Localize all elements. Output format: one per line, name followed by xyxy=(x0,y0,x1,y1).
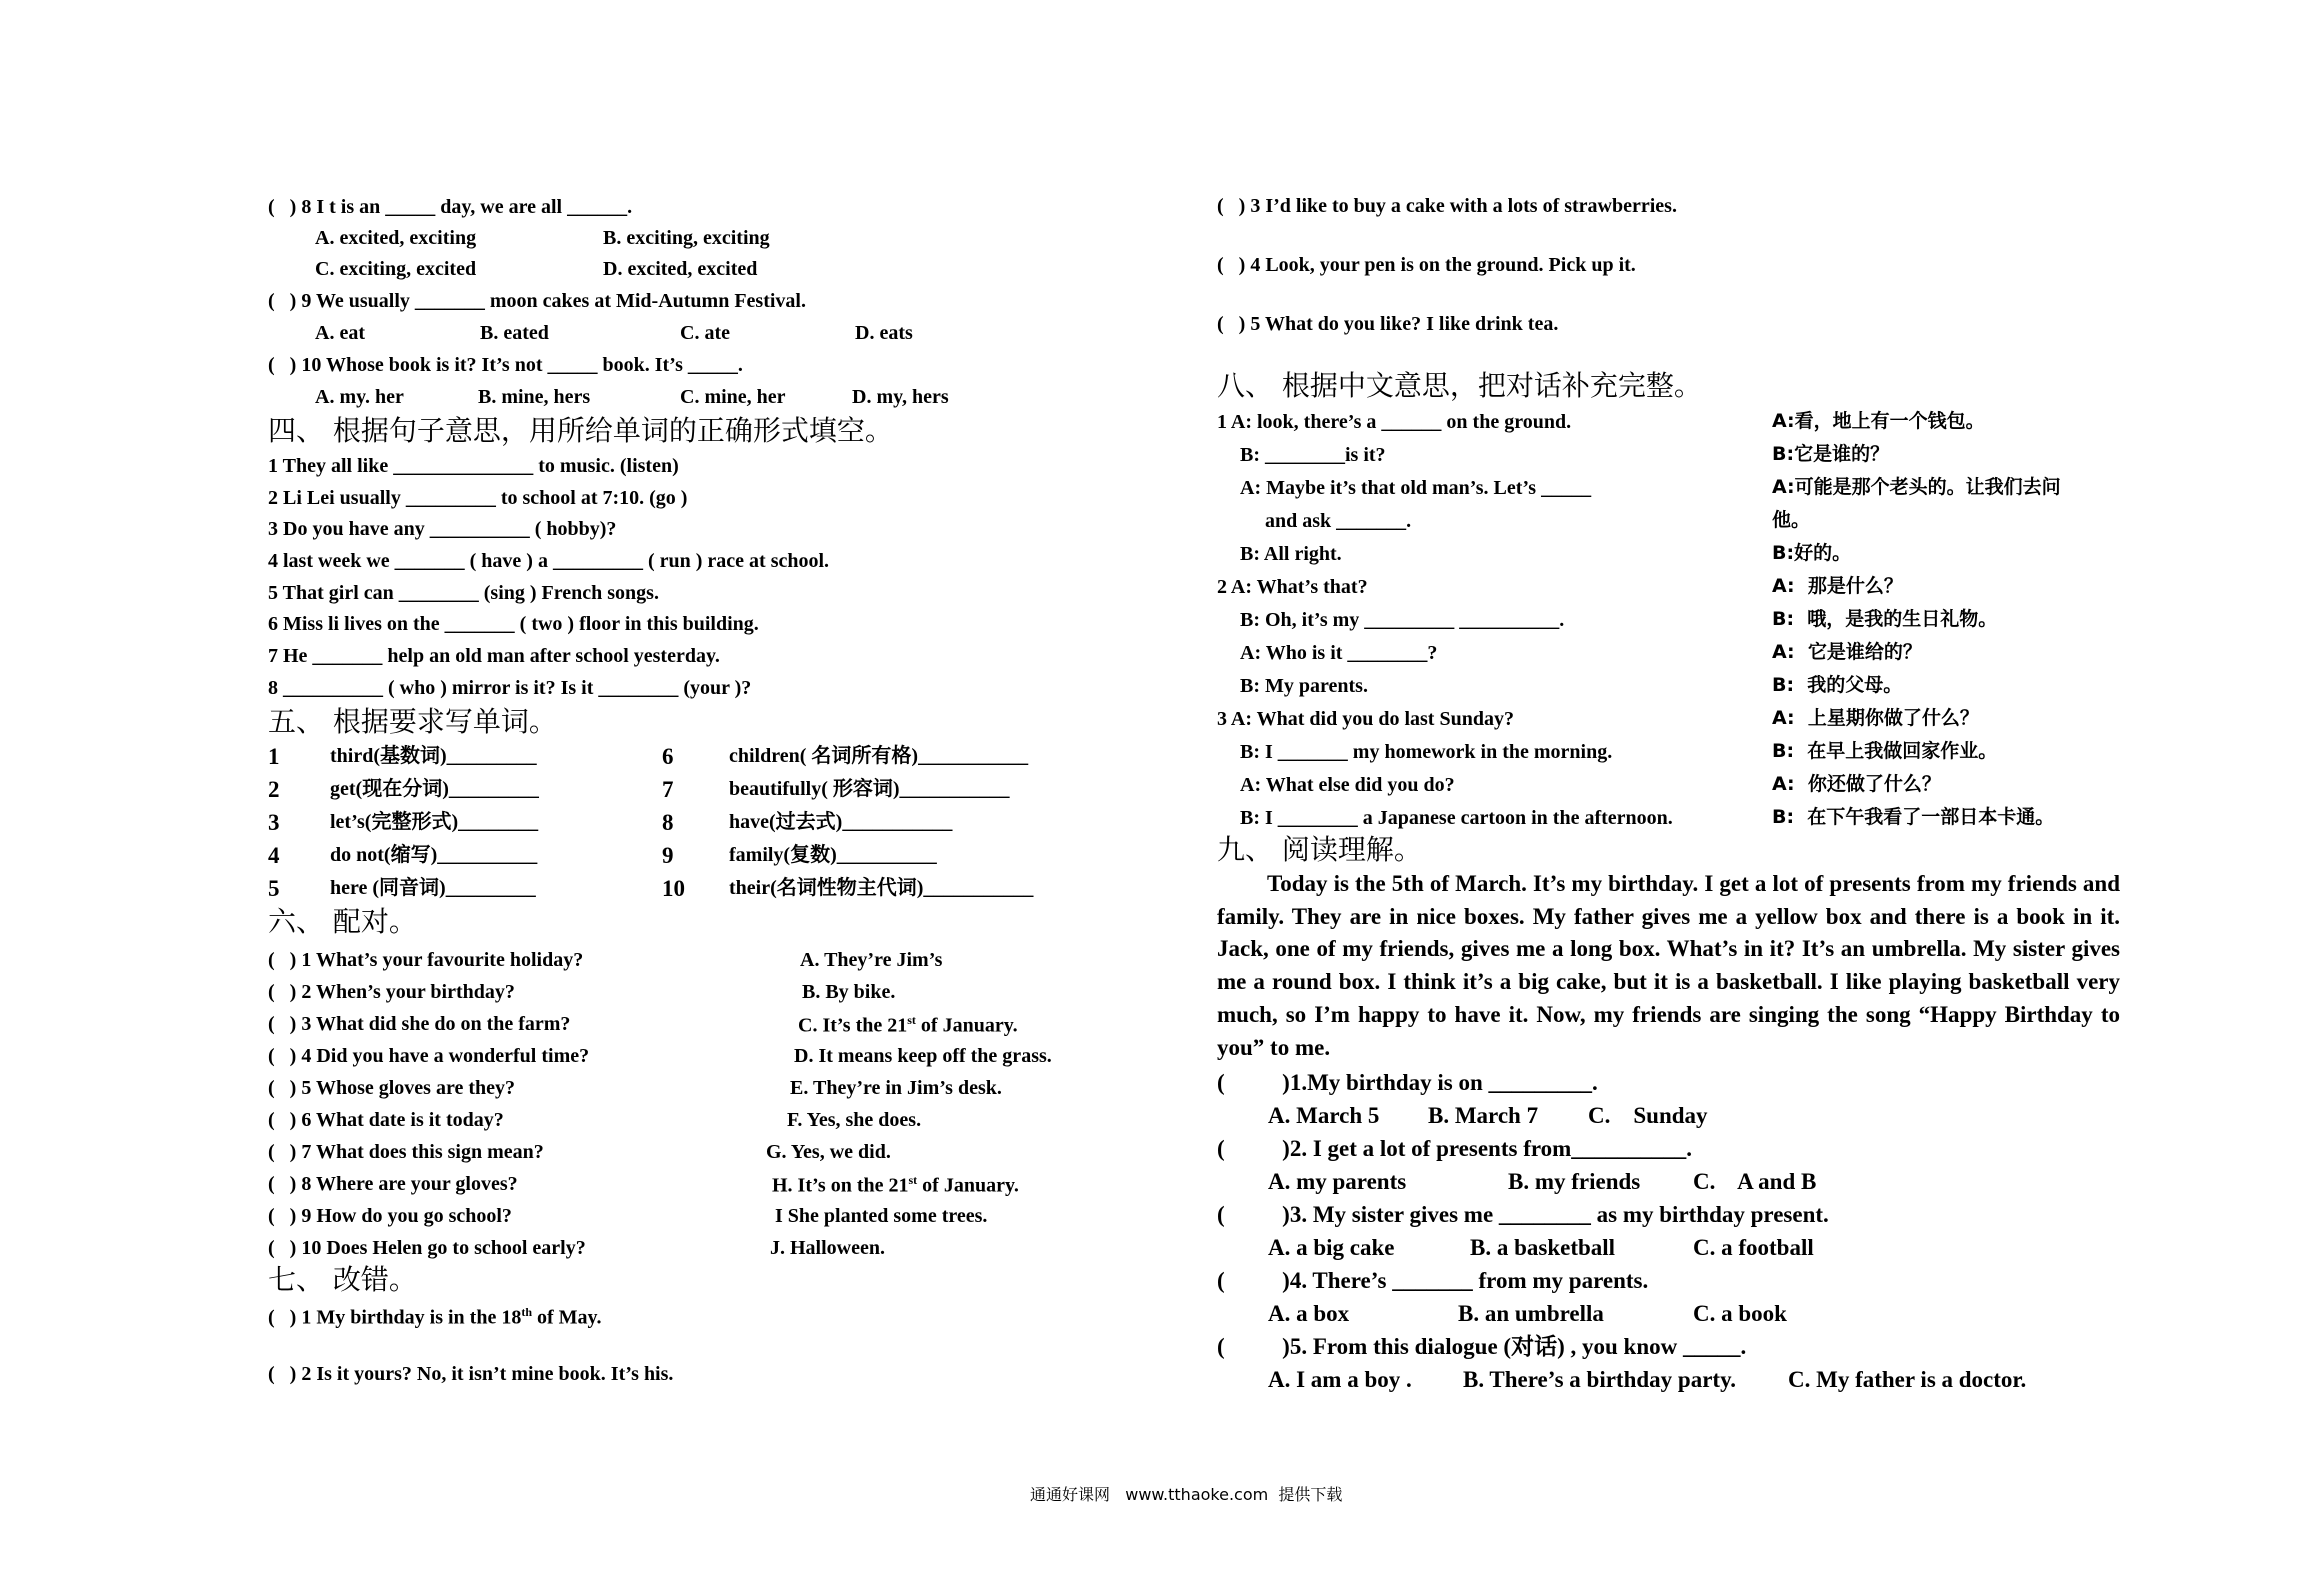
s6-a-B: B. By bike. xyxy=(802,981,896,1003)
s6-q-10: ( ) 10 Does Helen go to school early? xyxy=(268,1237,586,1259)
section-8-title: 八、 根据中文意思，把对话补充完整。 xyxy=(1217,369,1702,402)
s8-cn-12: A: 你还做了什么？ xyxy=(1772,773,1941,795)
q8-option-c: C. exciting, excited xyxy=(315,258,477,280)
s8-en-9: B: My parents. xyxy=(1240,675,1368,697)
s6-q-1: ( ) 1 What’s your favourite holiday? xyxy=(268,949,584,971)
s8-cn-7: B: 哦，是我的生日礼物。 xyxy=(1772,608,1998,630)
q10-option-b: B. mine, hers xyxy=(478,386,591,408)
s5-num-4: 4 xyxy=(268,843,280,868)
q10-option-a: A. my. her xyxy=(315,386,404,408)
s6-a-C: C. It’s the 21st of January. xyxy=(798,1013,1018,1037)
reading-q4: ( )4. There’s _______ from my parents. xyxy=(1217,1268,1649,1293)
s6-q-3: ( ) 3 What did she do on the farm? xyxy=(268,1013,571,1035)
s5-num-7: 7 xyxy=(662,777,674,802)
s6-a-H: H. It’s on the 21st of January. xyxy=(772,1173,1019,1197)
s5-item-2: get(现在分词)_________ xyxy=(330,778,539,800)
q9-option-d: D. eats xyxy=(855,322,913,344)
s7-item-1: ( ) 1 My birthday is in the 18th of May. xyxy=(268,1305,602,1329)
reading-q1-b: B. March 7 xyxy=(1428,1103,1539,1128)
section-6-title: 六、 配对。 xyxy=(268,905,417,938)
s8-cn-9: B: 我的父母。 xyxy=(1772,674,1903,696)
q10-option-d: D. my, hers xyxy=(852,386,949,408)
s7-item-3: ( ) 3 I’d like to buy a cake with a lots of strawberries. xyxy=(1217,195,1677,217)
s8-cn-5: B:好的。 xyxy=(1772,542,1852,564)
s6-a-D: D. It means keep off the grass. xyxy=(794,1045,1052,1067)
s6-q-8: ( ) 8 Where are your gloves? xyxy=(268,1173,518,1195)
s5-num-9: 9 xyxy=(662,843,674,868)
q8-option-a: A. excited, exciting xyxy=(315,227,477,249)
reading-q2-b: B. my friends xyxy=(1508,1169,1641,1194)
s6-q-2: ( ) 2 When’s your birthday? xyxy=(268,981,515,1003)
s8-cn-13: B: 在下午我看了一部日本卡通。 xyxy=(1772,806,2055,828)
s8-en-8: A: Who is it ________? xyxy=(1240,642,1438,664)
s6-a-I: I She planted some trees. xyxy=(775,1205,988,1227)
s7-item-4: ( ) 4 Look, your pen is on the ground. Pick up it. xyxy=(1217,254,1636,276)
s6-q-6: ( ) 6 What date is it today? xyxy=(268,1109,504,1131)
reading-q3-c: C. a football xyxy=(1693,1235,1814,1260)
reading-q1: ( )1.My birthday is on _________. xyxy=(1217,1070,1598,1095)
s6-q-4: ( ) 4 Did you have a wonderful time? xyxy=(268,1045,590,1067)
s8-en-13: B: I ________ a Japanese cartoon in the afternoon. xyxy=(1240,807,1673,829)
reading-q1-a: A. March 5 xyxy=(1268,1103,1380,1128)
s8-en-12: A: What else did you do? xyxy=(1240,774,1455,796)
s5-item-7: beautifully( 形容词)___________ xyxy=(729,778,1010,800)
s6-a-A: A. They’re Jim’s xyxy=(800,949,943,971)
s8-cn-11: B: 在早上我做回家作业。 xyxy=(1772,740,1998,762)
reading-q3-b: B. a basketball xyxy=(1470,1235,1616,1260)
s8-en-7: B: Oh, it’s my _________ __________. xyxy=(1240,609,1565,631)
s5-num-2: 2 xyxy=(268,777,280,802)
s5-item-3: let’s(完整形式)________ xyxy=(330,811,539,833)
reading-q3-a: A. a big cake xyxy=(1268,1235,1395,1260)
s8-en-5: B: All right. xyxy=(1240,543,1342,565)
s5-item-10: their(名词性物主代词)___________ xyxy=(729,877,1034,899)
s6-a-J: J. Halloween. xyxy=(770,1237,885,1259)
s5-item-5: here (同音词)_________ xyxy=(330,877,536,899)
reading-q1-c: C. Sunday xyxy=(1588,1103,1708,1128)
s8-cn-6: A: 那是什么？ xyxy=(1772,575,1903,597)
page-footer: 通通好课网 www.tthaoke.com 提供下载 xyxy=(1030,1485,1343,1504)
s4-item-2: 2 Li Lei usually _________ to school at 7:10. (go ) xyxy=(268,487,688,509)
reading-q4-c: C. a book xyxy=(1693,1301,1787,1326)
reading-q2: ( )2. I get a lot of presents from__________. xyxy=(1217,1136,1693,1161)
s4-item-4: 4 last week we _______ ( have ) a _________ ( run ) race at school. xyxy=(268,550,830,572)
s8-en-1: 1 A: look, there’s a ______ on the ground. xyxy=(1217,411,1572,433)
reading-q2-c: C. A and B xyxy=(1693,1169,1817,1194)
q10: ( ) 10 Whose book is it? It’s not _____ book. It’s _____. xyxy=(268,354,743,376)
s8-cn-2: B:它是谁的？ xyxy=(1772,443,1890,465)
reading-passage: Today is the 5th of March. It’s my birthday. I get a lot of presents from my friends and family. They are in nice boxes. My father gives me a yellow box and there is a book in it. Jack, one of my friends, gives me a long box. What’s in it? It’s an umbrella. My sister gives me a round box. I think it’s a big cake, but it is a basketball. I like playing basketball very much, so I’m happy to have it. Now, my friends are singing the song “Happy Birthday to you” to me. xyxy=(1217,871,2120,1060)
reading-q4-a: A. a box xyxy=(1268,1301,1350,1326)
s8-en-4: and ask _______. xyxy=(1265,510,1412,532)
s5-item-4: do not(缩写)__________ xyxy=(330,844,538,866)
s8-cn-8: A: 它是谁给的？ xyxy=(1772,641,1922,663)
s6-q-7: ( ) 7 What does this sign mean? xyxy=(268,1141,544,1163)
s8-en-10: 3 A: What did you do last Sunday? xyxy=(1217,708,1514,730)
q9-option-a: A. eat xyxy=(315,322,365,344)
s8-cn-3: A:可能是那个老头的。让我们去问 xyxy=(1772,476,2061,498)
s4-item-1: 1 They all like ______________ to music. (listen) xyxy=(268,455,679,477)
section-9-title: 九、 阅读理解。 xyxy=(1217,833,1422,866)
reading-q2-a: A. my parents xyxy=(1268,1169,1407,1194)
s7-item-5: ( ) 5 What do you like? I like drink tea. xyxy=(1217,313,1559,335)
s5-item-9: family(复数)__________ xyxy=(729,844,937,866)
s4-item-6: 6 Miss li lives on the _______ ( two ) floor in this building. xyxy=(268,613,759,635)
q10-option-c: C. mine, her xyxy=(680,386,786,408)
section-4-title: 四、 根据句子意思，用所给单词的正确形式填空。 xyxy=(268,414,893,447)
s8-en-2: B: ________is it? xyxy=(1240,444,1386,466)
s5-item-8: have(过去式)___________ xyxy=(729,811,953,833)
s5-item-1: third(基数词)_________ xyxy=(330,745,537,767)
q8-option-d: D. excited, excited xyxy=(603,258,758,280)
s8-en-6: 2 A: What’s that? xyxy=(1217,576,1368,598)
q8-option-b: B. exciting, exciting xyxy=(603,227,770,249)
s8-cn-4: 他。 xyxy=(1772,509,1811,531)
s6-a-G: G. Yes, we did. xyxy=(766,1141,891,1163)
q9-option-b: B. eated xyxy=(480,322,549,344)
s6-q-5: ( ) 5 Whose gloves are they? xyxy=(268,1077,516,1099)
s6-a-F: F. Yes, she does. xyxy=(787,1109,922,1131)
s5-num-5: 5 xyxy=(268,876,280,901)
s4-item-3: 3 Do you have any __________ ( hobby)? xyxy=(268,518,617,540)
s6-a-E: E. They’re in Jim’s desk. xyxy=(790,1077,1002,1099)
s4-item-5: 5 That girl can ________ (sing ) French songs. xyxy=(268,582,659,604)
s5-num-6: 6 xyxy=(662,744,674,769)
reading-q4-b: B. an umbrella xyxy=(1458,1301,1604,1326)
q8: ( ) 8 I t is an _____ day, we are all ______. xyxy=(268,196,633,218)
s8-en-11: B: I _______ my homework in the morning. xyxy=(1240,741,1613,763)
q9: ( ) 9 We usually _______ moon cakes at Mid-Autumn Festival. xyxy=(268,290,806,312)
s7-item-2: ( ) 2 Is it yours? No, it isn’t mine book. It’s his. xyxy=(268,1363,674,1385)
s4-item-8: 8 __________ ( who ) mirror is it? Is it ________ (your )? xyxy=(268,677,752,699)
reading-q5-b: B. There’s a birthday party. xyxy=(1463,1367,1737,1392)
s4-item-7: 7 He _______ help an old man after school yesterday. xyxy=(268,645,720,667)
s5-num-3: 3 xyxy=(268,810,280,835)
q9-option-c: C. ate xyxy=(680,322,730,344)
section-5-title: 五、 根据要求写单词。 xyxy=(268,705,557,738)
s8-en-3: A: Maybe it’s that old man’s. Let’s _____ xyxy=(1240,477,1592,499)
s6-q-9: ( ) 9 How do you go school? xyxy=(268,1205,512,1227)
section-7-title: 七、 改错。 xyxy=(268,1263,417,1296)
s8-cn-1: A:看，地上有一个钱包。 xyxy=(1772,410,1985,432)
reading-q5-a: A. I am a boy . xyxy=(1268,1367,1412,1392)
reading-q3: ( )3. My sister gives me ________ as my birthday present. xyxy=(1217,1202,1829,1227)
s5-num-8: 8 xyxy=(662,810,674,835)
reading-q5-c: C. My father is a doctor. xyxy=(1788,1367,2027,1392)
s5-num-1: 1 xyxy=(268,744,280,769)
s5-num-10: 10 xyxy=(662,876,685,901)
s8-cn-10: A: 上星期你做了什么？ xyxy=(1772,707,1979,729)
reading-q5: ( )5. From this dialogue (对话) , you know _____. xyxy=(1217,1334,1747,1359)
s5-item-6: children( 名词所有格)___________ xyxy=(729,745,1029,767)
